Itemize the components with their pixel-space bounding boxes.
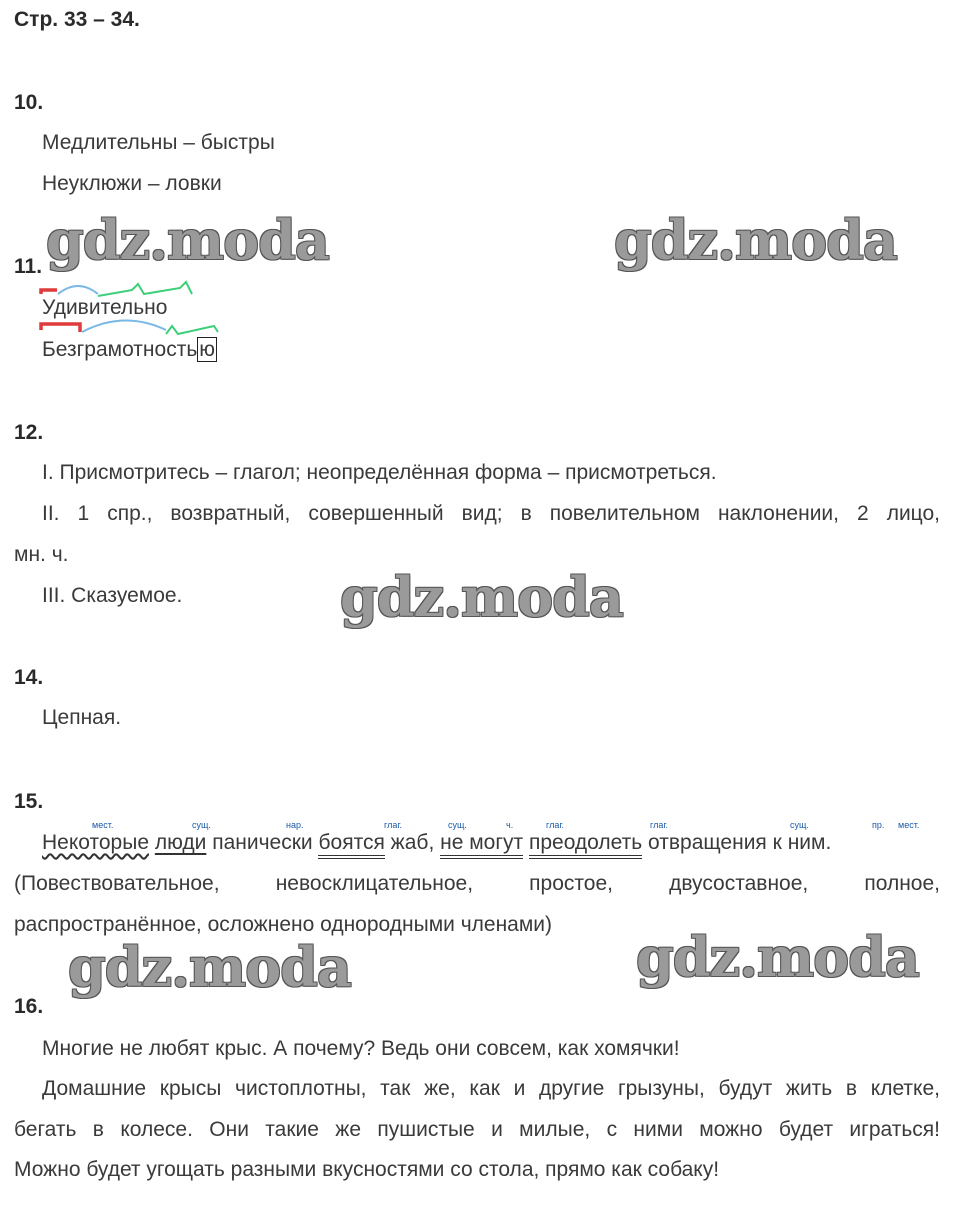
task12-line-4: III. Сказуемое. xyxy=(42,584,183,607)
task11-word-2 xyxy=(42,338,217,362)
task15-line-3: распространённое, осложнено однородными членами) xyxy=(14,913,553,936)
task15-line-2: (Повествовательное, невосклицательное, простое, двусоставное, полное, xyxy=(14,872,940,895)
watermark-4: gdz.moda xyxy=(68,935,351,999)
task12-line-1: I. Присмотритесь – глагол; неопределённая форма – присмотреться. xyxy=(42,461,717,484)
task12-line-2: II. 1 спр., возвратный, совершенный вид; в повелительном наклонении, 2 лицо, xyxy=(42,502,940,525)
pos-label: ч. xyxy=(506,820,514,830)
task10-line-2: Неуклюжи – ловки xyxy=(42,172,222,195)
task-number-11: 11. xyxy=(14,255,43,278)
word-preodolet: преодолеть xyxy=(529,831,642,859)
task-number-12: 12. xyxy=(14,421,44,444)
root-arc-1 xyxy=(58,286,98,294)
task-number-10: 10. xyxy=(14,91,44,114)
watermark-3: gdz.moda xyxy=(340,565,623,629)
prefix-mark-1 xyxy=(41,290,57,294)
pos-label: сущ. xyxy=(790,820,809,830)
root-arc-2 xyxy=(82,320,166,332)
task16-line-2: Домашние крысы чистоплотны, так же, как и другие грызуны, будут жить в клетке, xyxy=(42,1077,940,1100)
pos-label: пр. xyxy=(872,820,885,830)
pos-label: нар. xyxy=(286,820,304,830)
watermark-5: gdz.moda xyxy=(636,925,919,989)
pos-label: глаг. xyxy=(546,820,565,830)
watermark-2: gdz.moda xyxy=(614,208,897,272)
suffix-mark-2 xyxy=(166,326,218,334)
task-number-14: 14. xyxy=(14,666,44,689)
task-number-16: 16. xyxy=(14,995,44,1018)
suffix-mark-1 xyxy=(98,282,192,296)
task16-line-1: Многие не любят крыс. А почему? Ведь они совсем, как хомячки! xyxy=(42,1037,680,1060)
watermark-1: gdz.moda xyxy=(46,208,329,272)
page-header: Стр. 33 – 34. xyxy=(14,8,140,31)
word-nim: ним xyxy=(787,831,826,854)
task16-line-3: бегать в колесе. Они такие же пушистые и милые, с ними можно будет играться! xyxy=(14,1118,940,1141)
pos-label: сущ. xyxy=(192,820,211,830)
task11-word-1: Удивительно xyxy=(42,296,168,319)
word2-ending: ю xyxy=(199,338,216,361)
pos-label: глаг. xyxy=(650,820,669,830)
word-boyatsya: боятся xyxy=(318,831,384,859)
word2-stem: Безграмотность xyxy=(42,338,198,361)
task14-line: Цепная. xyxy=(42,706,122,729)
word-nekotorye: Некоторые xyxy=(42,831,149,854)
word-otvrashcheniya: отвращения xyxy=(648,831,767,854)
task12-line-3: мн. ч. xyxy=(14,543,69,566)
task16-line-4: Можно будет угощать разными вкусностями со стола, прямо как собаку! xyxy=(14,1158,720,1181)
prefix-mark-2 xyxy=(41,324,80,332)
pos-label: мест. xyxy=(92,820,114,830)
word-lyudi: люди xyxy=(154,831,207,854)
task10-line-1: Медлительны – быстры xyxy=(42,131,275,154)
word-k: к xyxy=(772,831,782,854)
task-number-15: 15. xyxy=(14,790,44,813)
word-ne-mogut: не могут xyxy=(440,831,523,859)
word-zhab: жаб xyxy=(390,831,429,854)
word-panicheski: панически xyxy=(212,831,313,854)
pos-label: сущ. xyxy=(448,820,467,830)
pos-label: мест. xyxy=(898,820,920,830)
pos-label: глаг. xyxy=(384,820,403,830)
task15-sentence: Некоторые люди панически боятся жаб, не могут преодолеть отвращения к ним. xyxy=(42,831,831,855)
